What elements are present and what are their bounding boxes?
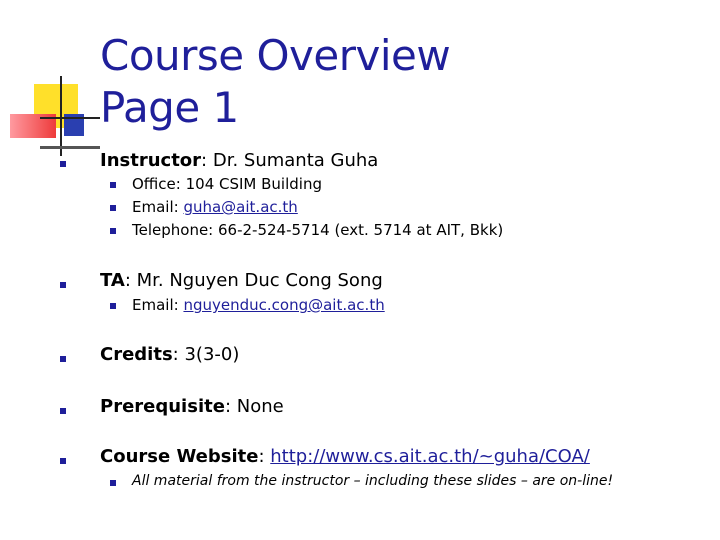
credits-label: Credits — [100, 344, 173, 365]
instructor-telephone: Telephone: 66-2-524-5714 (ext. 5714 at AIT, Bkk) — [132, 221, 504, 239]
bullet-website-note — [110, 480, 116, 486]
ta-email-label: Email: — [132, 296, 184, 314]
website-item — [100, 446, 590, 467]
ta-label: TA — [100, 270, 125, 291]
instructor-item — [100, 150, 378, 171]
instructor-email-label: Email: — [132, 198, 184, 216]
bullet-credits — [60, 356, 66, 362]
deco-bottom-bar — [40, 146, 100, 149]
bullet-telephone — [110, 228, 116, 234]
instructor-sep: : — [201, 150, 213, 171]
bullet-ta — [60, 282, 66, 288]
credits-item — [100, 344, 239, 365]
prerequisite-sep: : — [224, 396, 237, 417]
bullet-website — [60, 458, 66, 464]
ta-sep: : — [124, 270, 137, 291]
credits-sep: : — [172, 344, 185, 365]
bullet-instructor — [60, 161, 66, 167]
bullet-instructor-email — [110, 205, 116, 211]
bullet-office — [110, 182, 116, 188]
instructor-office: Office: 104 CSIM Building — [132, 175, 322, 193]
website-sep: : — [258, 446, 271, 467]
title-line-2: Page 1 — [100, 83, 239, 132]
instructor-email-link[interactable]: guha@ait.ac.th — [183, 198, 298, 216]
page-title — [100, 30, 450, 134]
instructor-label: Instructor — [100, 150, 202, 171]
prerequisite-label: Prerequisite — [100, 396, 225, 417]
bullet-prerequisite — [60, 408, 66, 414]
website-note: All material from the instructor – including these slides – are on-line! — [132, 473, 614, 489]
credits-value: 3(3-0) — [184, 344, 240, 365]
website-label: Course Website — [100, 446, 259, 467]
ta-email-line — [132, 296, 385, 314]
ta-name: Mr. Nguyen Duc Cong Song — [136, 270, 383, 291]
bullet-ta-email — [110, 303, 116, 309]
ta-email-link[interactable]: nguyenduc.cong@ait.ac.th — [183, 296, 385, 314]
deco-vertical-line — [60, 76, 62, 156]
prerequisite-item — [100, 396, 284, 417]
instructor-name: Dr. Sumanta Guha — [212, 150, 379, 171]
website-link[interactable]: http://www.cs.ait.ac.th/~guha/COA/ — [270, 446, 590, 467]
title-line-1: Course Overview — [100, 31, 451, 80]
ta-item — [100, 270, 383, 291]
prerequisite-value: None — [236, 396, 284, 417]
deco-horizontal-line — [40, 117, 100, 119]
instructor-email-line — [132, 198, 298, 216]
